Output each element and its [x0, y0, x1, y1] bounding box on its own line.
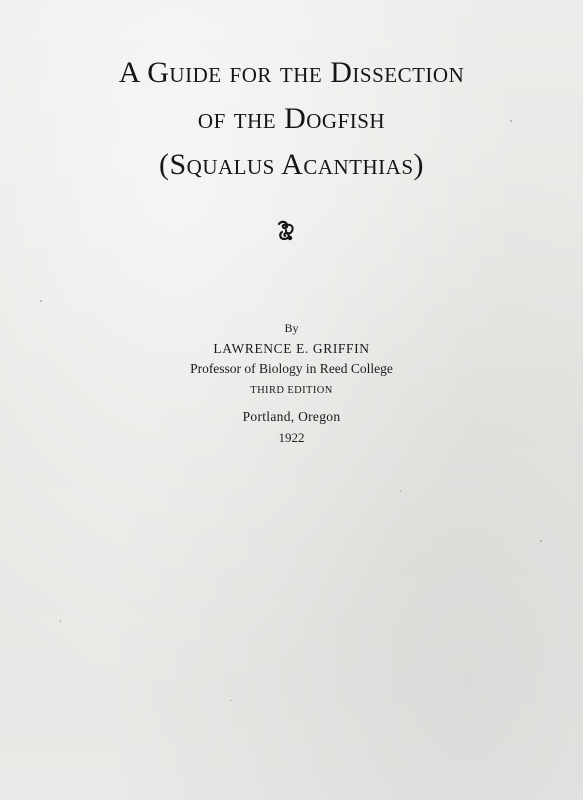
- title-line-1: A Guide for the Dissection: [118, 56, 465, 89]
- imprint-place: Portland, Oregon: [242, 409, 341, 424]
- edition-label: THIRD EDITION: [250, 385, 333, 396]
- paper-speck: [40, 300, 42, 302]
- paper-speck: [60, 620, 61, 623]
- paper-speck: [400, 490, 401, 492]
- by-label: By: [284, 321, 299, 335]
- paper-speck: [230, 700, 232, 701]
- title-line-3: (Squalus Acanthias): [158, 148, 424, 181]
- paper-speck: [540, 540, 542, 542]
- imprint-year: 1922: [278, 430, 305, 445]
- title-line-2: of the Dogfish: [197, 102, 386, 135]
- author-name: LAWRENCE E. GRIFFIN: [213, 341, 370, 356]
- fleuron-ornament-icon: [273, 218, 299, 244]
- author-position: Professor of Biology in Reed College: [190, 361, 393, 376]
